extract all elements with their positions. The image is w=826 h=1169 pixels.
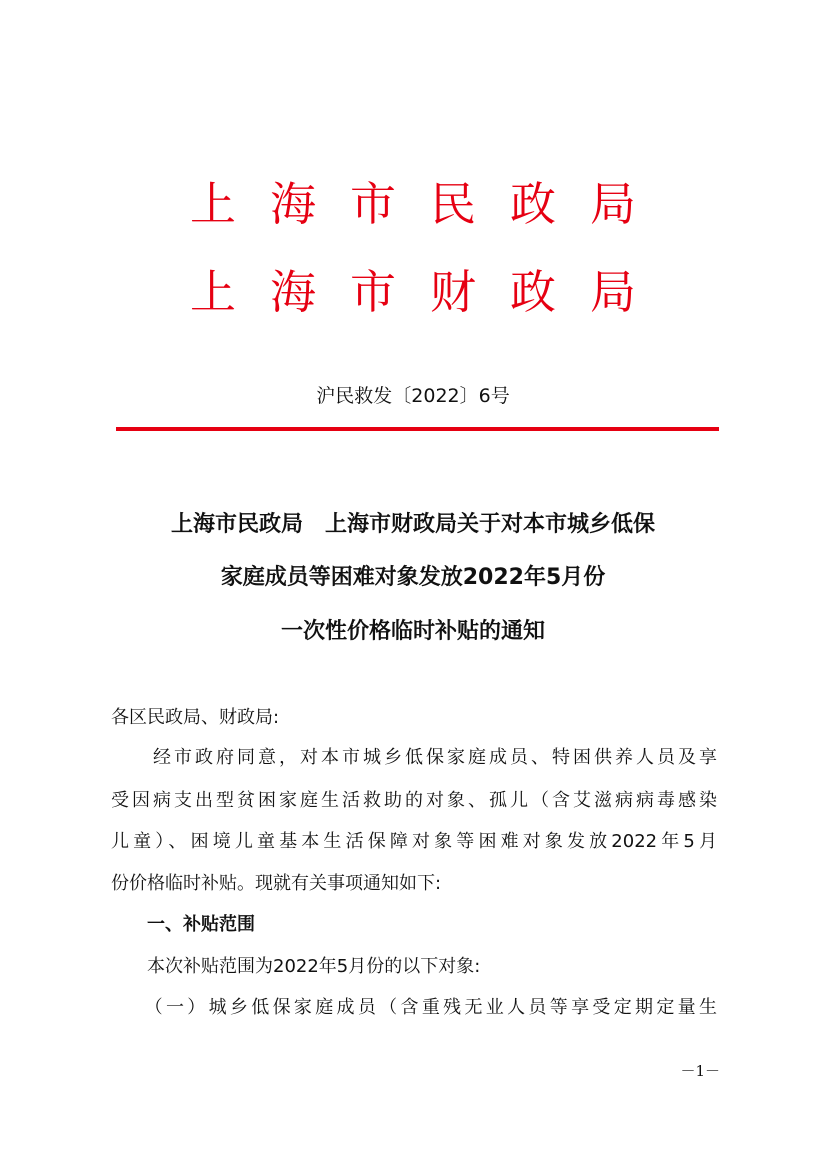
document-title-line-2: 家庭成员等困难对象发放2022年5月份 <box>220 565 606 590</box>
document-title-line-3: 一次性价格临时补贴的通知 <box>280 619 545 644</box>
paragraph-1-line: 经市政府同意，对本市城乡低保家庭成员、特困供养人员及享 <box>111 747 717 768</box>
document-number: 沪民救发〔2022〕6号 <box>316 385 510 407</box>
red-divider-line <box>116 427 719 431</box>
document-title-line-1: 上海市民政局 上海市财政局关于对本市城乡低保 <box>170 512 655 537</box>
page-number: －1－ <box>680 1062 720 1080</box>
paragraph-1-line: 份价格临时补贴。现就有关事项通知如下: <box>111 873 442 894</box>
addressee: 各区民政局、财政局: <box>111 707 280 728</box>
section-heading: 一、补贴范围 <box>111 914 255 935</box>
paragraph-2: 本次补贴范围为2022年5月份的以下对象: <box>111 956 481 977</box>
paragraph-3-line: （一）城乡低保家庭成员（含重残无业人员等享受定期定量生 <box>111 997 717 1018</box>
paragraph-1-line: 儿童）、困境儿童基本生活保障对象等困难对象发放2022年5月 <box>111 831 717 852</box>
issuing-agency-civil-affairs: 上海市民政局 <box>190 177 670 231</box>
issuing-agency-finance: 上海市财政局 <box>190 265 670 319</box>
paragraph-1-line: 受因病支出型贫困家庭生活救助的对象、孤儿（含艾滋病病毒感染 <box>111 790 717 811</box>
